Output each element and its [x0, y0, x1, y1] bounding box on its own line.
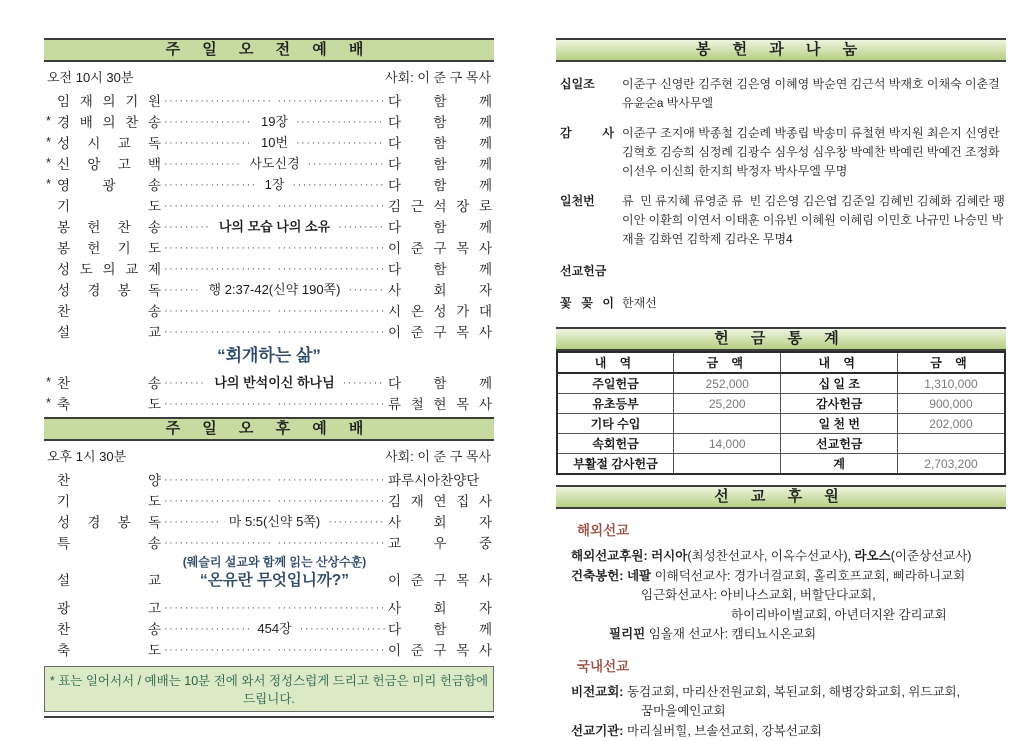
worship-row	[44, 392, 494, 413]
dot-leader	[164, 398, 272, 410]
dot-leader	[278, 602, 386, 614]
worship-row	[44, 371, 494, 392]
dot-leader	[328, 516, 385, 528]
worship-item-label: 기 도	[57, 490, 161, 510]
dot-leader	[164, 305, 272, 317]
stats-amount: 25,200	[673, 394, 781, 414]
mission-support-banner	[556, 485, 1006, 509]
offering-stats-title: 헌 금 통 계	[714, 330, 847, 347]
star-marker: *	[46, 395, 57, 410]
star-marker: *	[46, 374, 57, 389]
worship-row	[44, 110, 494, 131]
worship-item-label: 기 도	[57, 195, 161, 215]
dot-leader	[164, 602, 272, 614]
worship-item-person: 사 회 자	[388, 279, 492, 299]
afternoon-service-time: 오후 1시 30분	[47, 446, 126, 465]
worship-item-person: 김 근 석 장 로	[388, 195, 492, 215]
dot-leader	[278, 305, 386, 317]
domestic-mission-line: 비전교회: 동검교회, 마리산전원교회, 복된교회, 해병강화교회, 위드교회,	[556, 683, 1006, 703]
dot-leader	[164, 326, 272, 338]
flower-arrangement-label: 꽃 꽂 이	[560, 294, 614, 313]
worship-item-person: 김 재 연 집 사	[388, 490, 492, 510]
worship-item-label: 찬 양	[57, 469, 161, 489]
worship-item-detail: 19장	[256, 111, 293, 130]
thanksgiving-list	[556, 124, 1006, 181]
worship-item-label: 광 고	[57, 597, 161, 617]
dot-leader	[164, 179, 257, 191]
stats-amount: 14,000	[673, 434, 781, 454]
worship-row	[44, 173, 494, 194]
worship-item-label: 찬 송	[57, 618, 161, 638]
scripture-reference: 행 2:37-42(신약 190쪽)	[204, 279, 346, 298]
afternoon-service-banner	[44, 417, 494, 441]
thousand-offering-names: 류 민 류지혜 류영준 류 빈 김은영 김은엽 김준일 김혜빈 김혜화 김혜란 팽이안 이환희 이연서 이태훈 이유빈 이혜원 이혜림 이민호 나규민 나승민 박재율 김화연 김학제 김라온 무명4	[622, 192, 1006, 249]
dot-leader	[278, 200, 386, 212]
worship-item-person: 이 준 구 목 사	[388, 639, 492, 659]
dot-leader	[278, 474, 386, 486]
tithe-label: 십일조	[560, 75, 614, 113]
dot-leader	[164, 221, 211, 233]
dot-leader	[278, 242, 386, 254]
dot-leader	[278, 398, 386, 410]
stats-category: 일 천 번	[781, 414, 897, 434]
dot-leader	[308, 158, 385, 170]
stats-total-label: 계	[781, 454, 897, 475]
worship-row	[44, 278, 494, 299]
dot-leader	[300, 623, 385, 635]
thanksgiving-label: 감 사	[560, 124, 614, 181]
morning-service-time: 오전 10시 30분	[47, 67, 133, 86]
dot-leader	[278, 263, 386, 275]
dot-leader	[164, 263, 272, 275]
worship-item-label: 성 경 봉 독	[57, 511, 161, 531]
afternoon-meta-row	[44, 441, 494, 468]
worship-item-label: 설 교	[57, 569, 161, 592]
worship-row	[44, 215, 494, 236]
mission-support-title: 선 교 후 원	[714, 488, 847, 505]
dot-leader	[278, 644, 386, 656]
dot-leader	[164, 116, 253, 128]
worship-row	[44, 320, 494, 341]
dot-leader	[164, 137, 253, 149]
stats-amount: 900,000	[897, 394, 1005, 414]
dot-leader	[164, 474, 272, 486]
dot-leader	[164, 644, 272, 656]
dot-leader	[278, 326, 386, 338]
star-marker: *	[46, 155, 57, 170]
worship-item-label: 특 송	[57, 532, 161, 552]
stats-category: 감사헌금	[781, 394, 897, 414]
worship-item-person: 시 온 성 가 대	[388, 300, 492, 320]
worship-item-person: 파루시아찬양단	[388, 469, 492, 489]
stats-amount: 202,000	[897, 414, 1005, 434]
dot-leader	[278, 495, 386, 507]
worship-item-label: 신 앙 고 백	[57, 153, 161, 173]
worship-item-label: 축 도	[57, 393, 161, 413]
worship-row	[44, 89, 494, 110]
worship-row	[44, 257, 494, 278]
overseas-mission-line: 해외선교후원: 러시아(최성찬선교사, 이옥수선교사), 라오스(이준상선교사)	[556, 547, 1006, 567]
stats-category: 십 일 조	[781, 373, 897, 394]
worship-row	[44, 489, 494, 510]
stats-total-amount: 2,703,200	[897, 454, 1005, 475]
worship-row	[44, 531, 494, 552]
domestic-mission-line: 선교기관: 마리실버힐, 브솔선교회, 강복선교회	[556, 722, 1006, 741]
stats-amount: 1,310,000	[897, 373, 1005, 394]
stats-amount	[673, 414, 781, 434]
worship-item-person: 이 준 구 목 사	[388, 237, 492, 257]
morning-service-title: 주 일 오 전 예 배	[166, 41, 373, 58]
stats-category: 주일헌금	[557, 373, 673, 394]
worship-item-person: 이 준 구 목 사	[388, 321, 492, 341]
thanksgiving-names: 이준구 조지애 박종철 김순례 박종립 박송미 류철현 박지원 최은지 신영란 김혁호 김승희 심정례 김광수 심우성 심우창 박예찬 박예린 박예건 조정화 이선우 이신희 한지희 박정자 박사무엘 무명	[622, 124, 1006, 181]
morning-service-host: 사회: 이 준 구 목사	[385, 67, 491, 86]
thousand-offering-label: 일천번	[560, 192, 614, 249]
dot-leader	[164, 495, 272, 507]
worship-item-person: 다 함 께	[388, 258, 492, 278]
worship-row	[44, 236, 494, 257]
stats-header-category: 내 역	[781, 352, 897, 373]
stats-amount	[673, 454, 781, 475]
dot-leader	[348, 284, 385, 296]
worship-row	[44, 510, 494, 531]
afternoon-sermon-block	[44, 552, 494, 596]
service-etiquette-note: * 표는 일어서서 / 예배는 10분 전에 와서 정성스럽게 드리고 헌금은 미리 헌금함에 드립니다.	[44, 666, 494, 712]
domestic-mission-line: 꿈마을예인교회	[556, 702, 1006, 722]
dot-leader	[164, 623, 249, 635]
dot-leader	[278, 95, 386, 107]
worship-item-person: 사 회 자	[388, 511, 492, 531]
page-bottom-rule	[44, 716, 494, 718]
worship-row	[44, 299, 494, 320]
worship-item-person: 다 함 께	[388, 372, 492, 392]
offering-sharing-banner	[556, 38, 1006, 62]
worship-item-label: 설 교	[57, 321, 161, 341]
stats-amount: 252,000	[673, 373, 781, 394]
morning-meta-row	[44, 62, 494, 89]
dot-leader	[338, 221, 385, 233]
dot-leader	[164, 377, 206, 389]
dot-leader	[164, 95, 272, 107]
worship-item-person: 다 함 께	[388, 90, 492, 110]
afternoon-sermon-subtitle: (웨슬리 설교와 함께 읽는 산상수훈)	[161, 554, 388, 570]
star-marker: *	[46, 134, 57, 149]
worship-row	[44, 638, 494, 659]
worship-item-person: 류 철 현 목 사	[388, 393, 492, 413]
dot-leader	[296, 116, 385, 128]
stats-header-amount: 금 액	[897, 352, 1005, 373]
offering-hymn-title: 나의 모습 나의 소유	[214, 216, 335, 235]
tithe-list	[556, 75, 1006, 113]
worship-item-label: 성 도 의 교 제	[57, 258, 161, 278]
dot-leader	[164, 516, 221, 528]
stats-category: 속회헌금	[557, 434, 673, 454]
worship-row	[44, 596, 494, 617]
morning-service-banner	[44, 38, 494, 62]
dot-leader	[164, 537, 272, 549]
morning-sermon-title: “회개하는 삶”	[44, 341, 494, 371]
worship-row	[44, 131, 494, 152]
worship-item-label: 성 시 교 독	[57, 132, 161, 152]
dot-leader	[343, 377, 385, 389]
mission-offering-list	[556, 262, 1006, 281]
worship-item-detail: 454장	[252, 618, 296, 637]
worship-item-label: 찬 송	[57, 300, 161, 320]
stats-total-row	[557, 454, 1005, 475]
stats-row	[557, 394, 1005, 414]
worship-item-detail: 사도신경	[244, 153, 304, 172]
worship-item-label: 성 경 봉 독	[57, 279, 161, 299]
dot-leader	[292, 179, 385, 191]
dot-leader	[278, 537, 386, 549]
tithe-names: 이준구 신영란 김주현 김은영 이혜영 박순연 김근석 박재호 이채숙 이춘걸 유윤순a 박사무엘	[622, 75, 1006, 113]
stats-category: 부활절 감사헌금	[557, 454, 673, 475]
dot-leader	[164, 158, 241, 170]
bulletin-right-page	[556, 38, 1006, 741]
offering-sharing-title: 봉 헌 과 나 눔	[696, 41, 866, 58]
stats-row	[557, 434, 1005, 454]
dot-leader	[296, 137, 385, 149]
worship-row	[44, 194, 494, 215]
worship-item-person: 다 함 께	[388, 174, 492, 194]
worship-item-person: 다 함 께	[388, 216, 492, 236]
stats-header-row	[557, 352, 1005, 373]
worship-row	[44, 468, 494, 489]
worship-item-person: 다 함 께	[388, 153, 492, 173]
flower-arrangement-item	[556, 294, 1006, 313]
stats-header-category: 내 역	[557, 352, 673, 373]
offering-stats-banner	[556, 327, 1006, 351]
stats-row	[557, 414, 1005, 434]
worship-item-person: 이 준 구 목 사	[388, 569, 492, 592]
closing-hymn-title: 나의 반석이신 하나님	[209, 372, 339, 391]
worship-item-label: 찬 송	[57, 372, 161, 392]
stats-category: 기타 수입	[557, 414, 673, 434]
stats-row	[557, 373, 1005, 394]
worship-row	[44, 617, 494, 638]
worship-item-person: 교 우 중	[388, 532, 492, 552]
overseas-mission-line: 임근화선교사: 아비나스교회, 버할단다교회,	[556, 586, 1006, 606]
dot-leader	[164, 284, 201, 296]
overseas-mission-line: 하이리바이벌교회, 아년더지완 감리교회	[556, 606, 1006, 626]
overseas-mission-line: 필리핀 임올재 선교사: 캠티뇨시온교회	[556, 625, 1006, 645]
star-marker: *	[46, 176, 57, 191]
worship-item-person: 사 회 자	[388, 597, 492, 617]
domestic-mission-heading: 국내선교	[577, 655, 1006, 675]
worship-item-person: 다 함 께	[388, 132, 492, 152]
stats-header-amount: 금 액	[673, 352, 781, 373]
worship-item-label: 영 광 송	[57, 174, 161, 194]
afternoon-sermon-titles	[161, 554, 388, 592]
star-marker: *	[46, 113, 57, 128]
offering-stats-table	[556, 351, 1006, 475]
worship-item-detail: 10번	[256, 132, 293, 151]
bulletin-left-page	[44, 38, 494, 718]
thousand-offering-list	[556, 192, 1006, 249]
stats-category: 유초등부	[557, 394, 673, 414]
worship-item-person: 다 함 께	[388, 111, 492, 131]
worship-item-label: 축 도	[57, 639, 161, 659]
worship-item-label: 경 배 의 찬 송	[57, 111, 161, 131]
overseas-mission-heading: 해외선교	[577, 519, 1006, 539]
flower-arrangement-name: 한재선	[622, 294, 1006, 313]
overseas-mission-line: 건축봉헌: 네팔 이해덕선교사: 경가너걸교회, 홀리호프교회, 삐라하니교회	[556, 567, 1006, 587]
mission-offering-label: 선교헌금	[560, 262, 614, 281]
worship-item-label: 봉 헌 찬 송	[57, 216, 161, 236]
stats-category: 선교헌금	[781, 434, 897, 454]
afternoon-sermon-title: “온유란 무엇입니까?”	[161, 570, 388, 592]
worship-item-detail: 1장	[260, 174, 290, 193]
worship-item-label: 봉 헌 기 도	[57, 237, 161, 257]
worship-item-person: 다 함 께	[388, 618, 492, 638]
stats-amount	[897, 434, 1005, 454]
scripture-reference: 마 5:5(신약 5쪽)	[224, 511, 325, 530]
dot-leader	[164, 200, 272, 212]
mission-offering-names	[622, 262, 1006, 281]
worship-row	[44, 152, 494, 173]
afternoon-service-title: 주 일 오 후 예 배	[166, 420, 373, 437]
worship-item-label: 임 재 의 기 원	[57, 90, 161, 110]
dot-leader	[164, 242, 272, 254]
afternoon-service-host: 사회: 이 준 구 목사	[385, 446, 491, 465]
